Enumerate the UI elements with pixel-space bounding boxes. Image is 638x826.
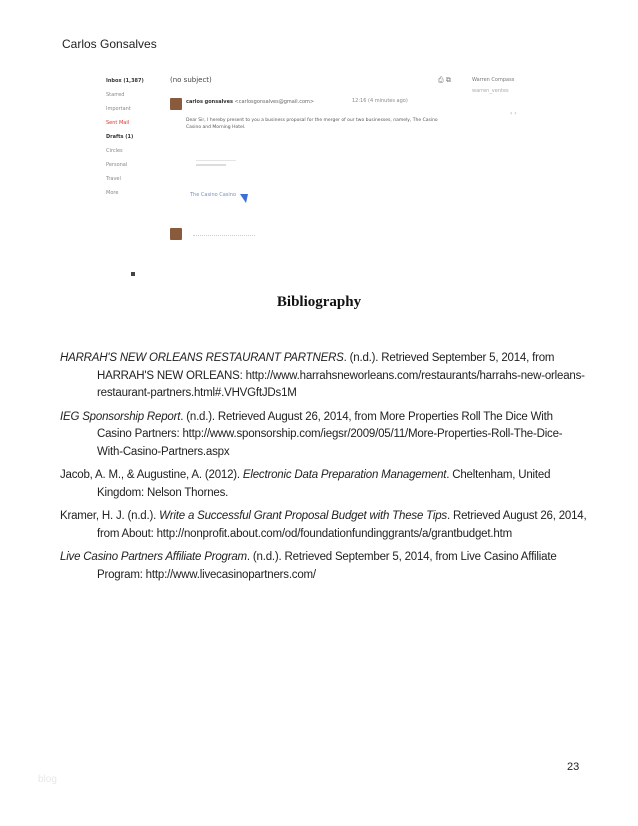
- sender-name: carlos gonsalves: [186, 99, 233, 105]
- reference-entry: [60, 549, 588, 584]
- folder-list: [106, 74, 162, 200]
- bibliography-title: Bibliography: [276, 294, 362, 310]
- reference-details: . (n.d.). Retrieved August 26, 2014, from More Properties Roll The Dice With Casino Partners: http://www.sponsorship.com/iegsr/2009/05/11/More-Properties-Roll-The-Dice-With-Casino-Partners.aspx: [97, 410, 563, 458]
- reference-details: . (n.d.). Retrieved September 5, 2014, from Live Casino Affiliate Program: http://www.livecasinopartners.com/: [97, 551, 557, 581]
- email-time: 12:16 (4 minutes ago): [352, 98, 408, 104]
- reference-details: . (n.d.). Retrieved September 5, 2014, from HARRAH'S NEW ORLEANS: http://www.harrahsneworleans.com/restaurants/harrahs-new-orleans-restaurant-partners.html#.VHVGftJDs1M: [97, 352, 585, 399]
- bullet-point: [131, 272, 135, 276]
- folder-inbox: Inbox (1,387): [106, 78, 144, 84]
- folder-important: Important: [106, 106, 131, 112]
- email-screenshot: [100, 68, 530, 248]
- reference-title: Live Casino Partners Affiliate Program: [60, 551, 247, 563]
- reference-entry: [60, 467, 588, 502]
- reference-entry: [60, 350, 588, 403]
- folder-drafts: Drafts (1): [106, 134, 134, 140]
- attachment-icon: [240, 194, 248, 203]
- folder-personal: Personal: [106, 162, 128, 168]
- reference-authors: Jacob, A. M., & Augustine, A. (2012).: [60, 469, 243, 481]
- attachment-preview: [196, 160, 236, 173]
- watermark: blog: [38, 774, 57, 785]
- email-subject: (no subject): [170, 76, 212, 84]
- folder-circles: Circles: [106, 148, 123, 154]
- folder-starred: Starred: [106, 92, 125, 98]
- folder-more: More: [106, 190, 119, 196]
- attachment-label: The Casino Casino: [190, 192, 237, 198]
- folder-sent: Sent Mail: [106, 120, 130, 126]
- contact-name: Warren Compass: [472, 77, 515, 83]
- reference-title: Electronic Data Preparation Management: [242, 469, 447, 481]
- reply-box: [193, 235, 255, 237]
- folder-travel: Travel: [106, 176, 121, 182]
- navigation-arrows-icon: ‹ ›: [510, 110, 517, 117]
- email-body: Dear Sir, I hereby present to you a business proposal for the merger of our two businesses, namely, The Casino Casino and Morning Hotel.: [186, 118, 438, 130]
- sender-email: <carlosgonsalves@gmail.com>: [234, 99, 315, 105]
- page-number: 23: [567, 761, 580, 773]
- reference-entry: [60, 409, 588, 462]
- contact-subtitle: warren_ventes: [472, 88, 509, 94]
- sender-avatar: [170, 98, 182, 110]
- author-name: Carlos Gonsalves: [62, 37, 157, 51]
- reference-authors: Kramer, H. J. (n.d.).: [60, 510, 160, 522]
- sender-line: [186, 99, 314, 105]
- reference-list: [60, 350, 588, 590]
- reference-details: . Retrieved August 26, 2014, from About: http://nonprofit.about.com/od/foundationfundinggrants/a/grantbudget.htm: [97, 510, 587, 540]
- print-icon: ⎙ ⧉: [438, 76, 451, 84]
- reference-title: IEG Sponsorship Report: [60, 410, 181, 423]
- reference-entry: [60, 508, 588, 543]
- reference-title: HARRAH'S NEW ORLEANS RESTAURANT PARTNERS: [60, 352, 344, 364]
- reference-details: . Cheltenham, United Kingdom: Nelson Thornes.: [97, 469, 551, 499]
- reference-title: Write a Successful Grant Proposal Budget with These Tips: [159, 510, 447, 522]
- reply-avatar: [170, 228, 182, 240]
